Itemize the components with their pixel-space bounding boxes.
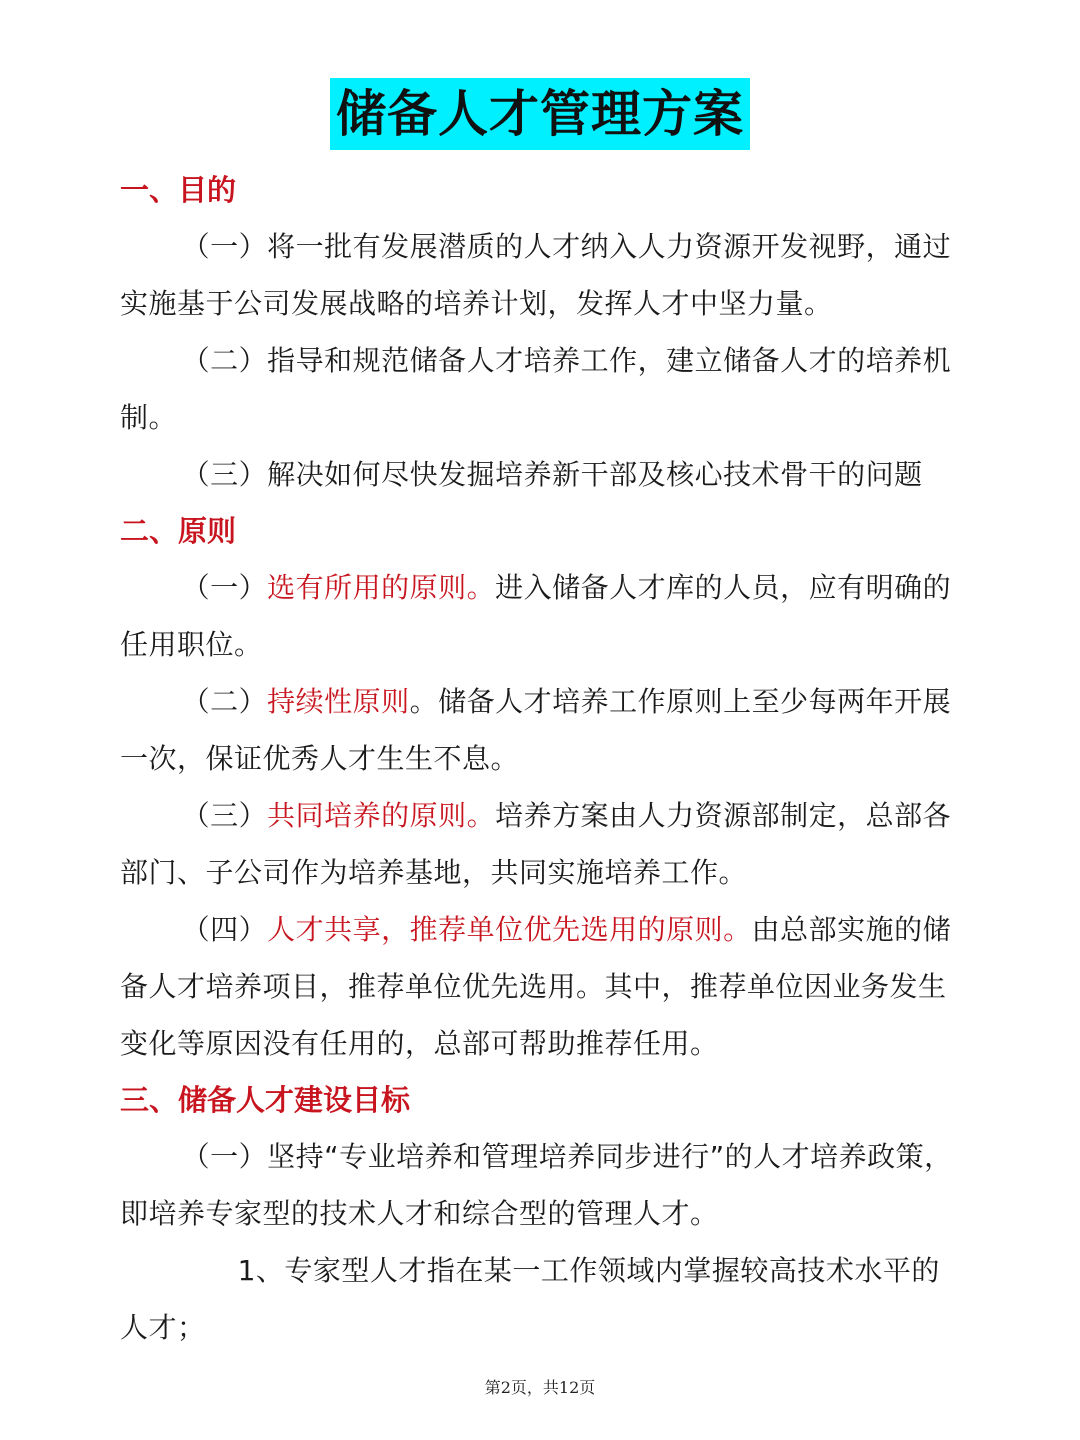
paragraph [120, 1128, 965, 1242]
paragraph-prefix: （一） [181, 230, 268, 263]
paragraph-prefix: （三） [181, 458, 268, 491]
paragraph [120, 218, 965, 332]
paragraph [120, 332, 965, 446]
paragraph [120, 673, 965, 787]
paragraph-text: 坚持“专业培养和管理培养同步进行”的人才培养政策，即培养专家型的技术人才和综合型的管理人才。 [120, 1140, 953, 1230]
title-container [0, 78, 1080, 150]
paragraph-prefix: （二） [181, 685, 268, 718]
document-title: 储备人才管理方案 [330, 78, 750, 150]
sub-item-paragraph: 1、专家型人才指在某一工作领域内掌握较高技术水平的人才； [120, 1254, 940, 1344]
paragraph-text: 解决如何尽快发掘培养新干部及核心技术骨干的问题 [267, 458, 923, 491]
paragraph-prefix: （四） [181, 913, 268, 946]
paragraph-prefix: （三） [181, 799, 268, 832]
paragraph [120, 446, 965, 503]
paragraph-text: 由总部实施的储备人才培养项目，推荐单位优先选用。其中，推荐单位因业务发生变化等原因没有任用的，总部可帮助推荐任用。 [120, 913, 952, 1060]
section-heading-goals: 三、储备人才建设目标 [120, 1083, 411, 1117]
paragraph [120, 787, 965, 901]
page-footer: 第2页，共12页 [484, 1378, 596, 1397]
paragraph-text: 培养方案由人力资源部制定，总部各部门、子公司作为培养基地，共同实施培养工作。 [120, 799, 952, 889]
document-body [120, 162, 965, 1356]
paragraph-highlight: 选有所用的原则。 [267, 571, 496, 604]
paragraph-text: 将一批有发展潜质的人才纳入人力资源开发视野，通过实施基于公司发展战略的培养计划，发挥人才中坚力量。 [120, 230, 952, 320]
paragraph [120, 559, 965, 673]
paragraph-text: 进入储备人才库的人员，应有明确的任用职位。 [120, 571, 952, 661]
paragraph-prefix: （一） [181, 1140, 268, 1173]
paragraph-prefix: （一） [181, 571, 268, 604]
paragraph-highlight: 共同培养的原则。 [267, 799, 496, 832]
paragraph-highlight: 持续性原则 [267, 685, 410, 718]
section-heading-principles: 二、原则 [120, 514, 237, 548]
paragraph-prefix: （二） [181, 344, 268, 377]
paragraph [120, 901, 965, 1072]
section-heading-purpose: 一、目的 [120, 173, 237, 207]
paragraph-text: 指导和规范储备人才培养工作，建立储备人才的培养机制。 [120, 344, 952, 434]
paragraph-highlight: 人才共享，推荐单位优先选用的原则。 [267, 913, 752, 946]
paragraph-text: 。储备人才培养工作原则上至少每两年开展一次，保证优秀人才生生不息。 [120, 685, 952, 775]
